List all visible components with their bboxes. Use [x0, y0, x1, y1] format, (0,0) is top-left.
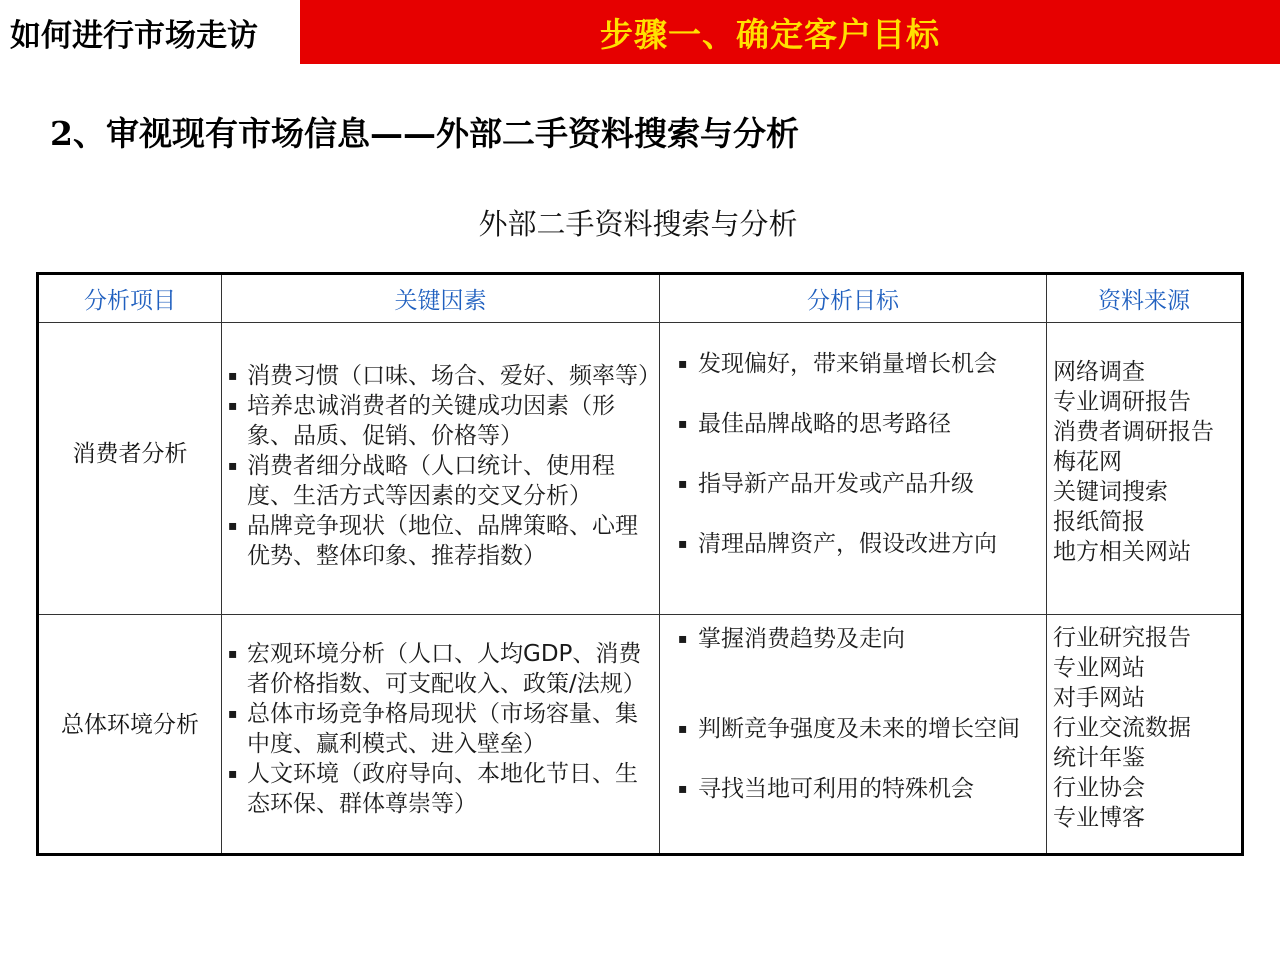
- goal-item: ▪ 发现偏好，带来销量增长机会: [678, 350, 997, 377]
- goal-item: ▪ 掌握消费趋势及走向: [678, 626, 905, 652]
- bullet-marker: ▪: [678, 475, 688, 492]
- factor-item: ▪ 总体市场竞争格局现状（市场容量、集中度、赢利模式、进入壁垒）: [228, 701, 638, 757]
- column-header-item: 分析项目: [38, 274, 222, 323]
- step-banner: 步骤一、确定客户目标: [300, 0, 1280, 64]
- bullet-marker: ▪: [678, 415, 688, 432]
- table-row: [38, 615, 1243, 855]
- section-heading: 2、审视现有市场信息——外部二手资料搜索与分析: [50, 114, 799, 153]
- goal-item: ▪ 判断竞争强度及未来的增长空间: [678, 716, 1020, 742]
- source-item: 行业交流数据: [1053, 715, 1191, 741]
- table-header-row: [38, 274, 1243, 323]
- analysis-goals-cell: [660, 615, 1047, 855]
- factor-item: ▪ 消费习惯（口味、场合、爱好、频率等）: [228, 362, 661, 389]
- source-item: 对手网站: [1053, 685, 1145, 711]
- source-item: 地方相关网站: [1053, 538, 1191, 565]
- bullet-marker: ▪: [228, 766, 238, 782]
- source-item: 行业协会: [1053, 775, 1145, 801]
- analysis-table: [36, 272, 1244, 856]
- factor-item: ▪ 培养忠诚消费者的关键成功因素（形象、品质、促销、价格等）: [228, 392, 615, 449]
- bullet-marker: ▪: [678, 535, 688, 552]
- row-category: 总体环境分析: [38, 615, 222, 855]
- column-header-goals: 分析目标: [660, 274, 1047, 323]
- bullet-marker: ▪: [228, 706, 238, 722]
- goal-item: ▪ 清理品牌资产，假设改进方向: [678, 530, 997, 557]
- source-item: 关键词搜索: [1053, 478, 1168, 505]
- bullet-marker: ▪: [678, 781, 688, 797]
- factor-item: ▪ 消费者细分战略（人口统计、使用程度、生活方式等因素的交叉分析）: [228, 452, 615, 509]
- factor-item: ▪ 人文环境（政府导向、本地化节日、生态环保、群体尊崇等）: [228, 761, 638, 817]
- bullet-marker: ▪: [678, 631, 688, 647]
- row-category: 消费者分析: [38, 323, 222, 615]
- source-item: 专业调研报告: [1053, 388, 1191, 415]
- bullet-marker: ▪: [228, 457, 238, 474]
- column-header-sources: 资料来源: [1047, 274, 1243, 323]
- source-item: 统计年鉴: [1053, 745, 1145, 771]
- goal-item: ▪ 寻找当地可利用的特殊机会: [678, 776, 974, 802]
- source-item: 消费者调研报告: [1053, 418, 1214, 445]
- analysis-goals-cell: [660, 323, 1047, 615]
- factor-item: ▪ 品牌竞争现状（地位、品牌策略、心理优势、整体印象、推荐指数）: [228, 512, 638, 569]
- key-factors-cell: [222, 615, 660, 855]
- source-item: 梅花网: [1053, 448, 1122, 475]
- header-title: 如何进行市场走访: [0, 0, 300, 64]
- source-item: 报纸简报: [1053, 508, 1145, 535]
- bullet-marker: ▪: [228, 517, 238, 534]
- source-item: 专业博客: [1053, 805, 1145, 831]
- source-item: 专业网站: [1053, 655, 1145, 681]
- source-item: 行业研究报告: [1053, 625, 1191, 651]
- key-factors-cell: [222, 323, 660, 615]
- goal-item: ▪ 最佳品牌战略的思考路径: [678, 410, 951, 437]
- goal-item: ▪ 指导新产品开发或产品升级: [678, 470, 974, 497]
- factor-item: ▪ 宏观环境分析（人口、人均GDP、消费者价格指数、可支配收入、政策/法规）: [228, 641, 646, 697]
- bullet-marker: ▪: [678, 355, 688, 372]
- slide-header: [0, 0, 1280, 64]
- column-header-factors: 关键因素: [222, 274, 660, 323]
- sources-cell: [1047, 615, 1243, 855]
- sources-cell: [1047, 323, 1243, 615]
- bullet-marker: ▪: [228, 646, 238, 662]
- source-item: 网络调查: [1053, 358, 1145, 385]
- table-title: 外部二手资料搜索与分析: [478, 207, 798, 241]
- bullet-marker: ▪: [228, 397, 238, 414]
- bullet-marker: ▪: [228, 367, 238, 384]
- table-row: [38, 323, 1243, 615]
- bullet-marker: ▪: [678, 721, 688, 737]
